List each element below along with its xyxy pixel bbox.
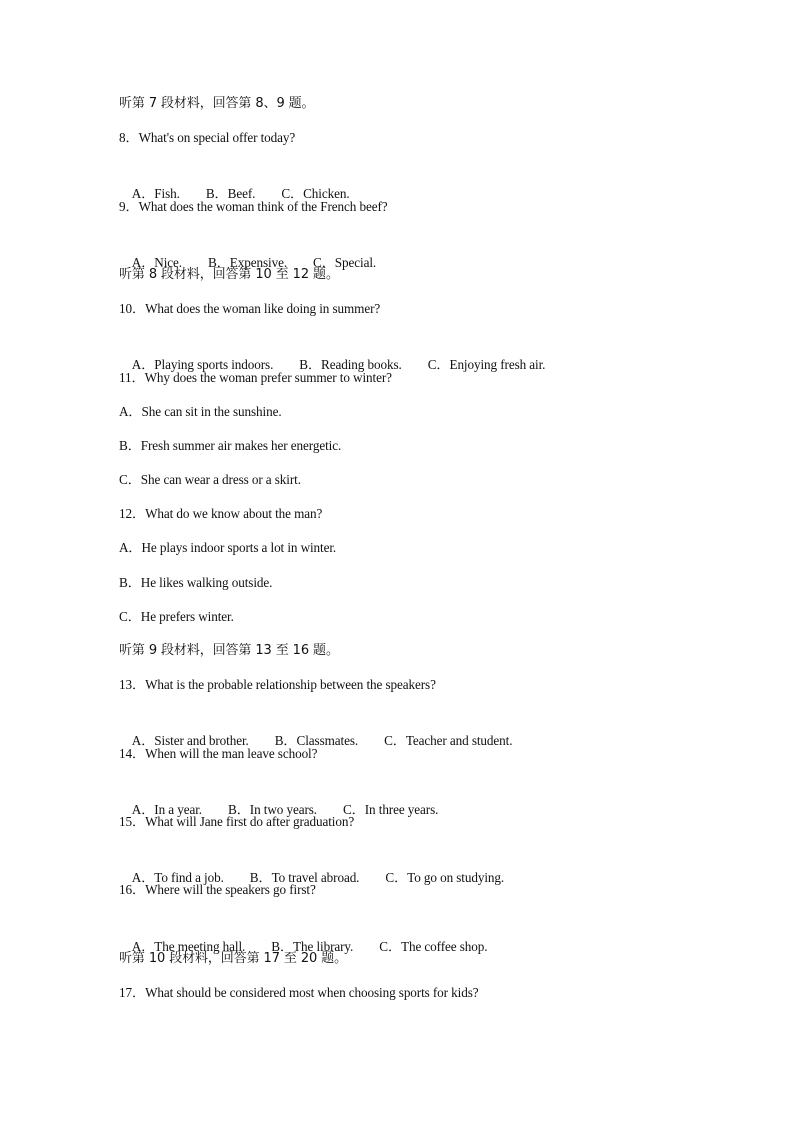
question-stem: 15．What will Jane first do after graduation? bbox=[119, 813, 355, 829]
options-row bbox=[119, 332, 739, 373]
question-stem: 11．Why does the woman prefer summer to winter? bbox=[119, 369, 392, 385]
option-b: B．In two years. bbox=[228, 801, 317, 817]
option-c: C．The coffee shop. bbox=[379, 938, 488, 954]
question-stem: 9．What does the woman think of the French beef? bbox=[119, 198, 388, 214]
option-b: B．Beef. bbox=[205, 186, 256, 202]
option-a: A．He plays indoor sports a lot in winter. bbox=[119, 540, 337, 556]
option-b: B．Fresh summer air makes her energetic. bbox=[119, 437, 342, 453]
section-header: 听第 9 段材料，回答第 13 至 16 题。 bbox=[119, 643, 339, 658]
question-stem: 16．Where will the speakers go first? bbox=[119, 882, 316, 898]
option-c: C．In three years. bbox=[342, 801, 439, 817]
option-c: C．Special. bbox=[313, 254, 377, 270]
question-stem: 13．What is the probable relationship between the speakers? bbox=[119, 677, 436, 693]
option-b: B．Reading books. bbox=[299, 357, 402, 373]
option-b: B．To travel abroad. bbox=[249, 870, 360, 886]
section-header: 听第 10 段材料，回答第 17 至 20 题。 bbox=[119, 950, 348, 966]
question-stem: 8．What's on special offer today? bbox=[119, 130, 296, 146]
option-b: B．Expensive. bbox=[208, 254, 288, 270]
option-a: A．Sister and brother. bbox=[131, 733, 249, 749]
options-row bbox=[119, 777, 739, 817]
option-c: C．Chicken. bbox=[281, 186, 350, 202]
options-row bbox=[119, 230, 739, 270]
option-c: C．He prefers winter. bbox=[119, 608, 234, 624]
option-b: B．He likes walking outside. bbox=[119, 574, 273, 590]
option-a: A．She can sit in the sunshine. bbox=[119, 403, 282, 419]
option-c: C．To go on studying. bbox=[385, 870, 505, 886]
options-row bbox=[119, 161, 739, 202]
options-row bbox=[119, 845, 739, 886]
option-a: A．In a year. bbox=[131, 801, 203, 817]
section-header: 听第 7 段材料，回答第 8、9 题。 bbox=[119, 96, 315, 111]
option-c: C．Teacher and student. bbox=[384, 733, 513, 749]
question-stem: 10．What does the woman like doing in summer? bbox=[119, 301, 381, 317]
option-c: C．Enjoying fresh air. bbox=[427, 357, 546, 373]
options-row bbox=[119, 708, 739, 749]
option-b: B．The library. bbox=[271, 938, 354, 954]
question-stem: 17．What should be considered most when choosing sports for kids? bbox=[119, 984, 479, 1000]
option-a: A．Nice. bbox=[131, 254, 182, 270]
question-stem: 12．What do we know about the man? bbox=[119, 506, 323, 522]
option-a: A．Playing sports indoors. bbox=[131, 357, 274, 373]
question-stem: 14．When will the man leave school? bbox=[119, 745, 318, 761]
option-c: C．She can wear a dress or a skirt. bbox=[119, 472, 301, 488]
option-a: A．The meeting hall. bbox=[131, 938, 246, 954]
option-a: A．To find a job. bbox=[131, 870, 224, 886]
exam-page bbox=[119, 93, 739, 1016]
option-b: B．Classmates. bbox=[274, 733, 359, 749]
option-a: A．Fish. bbox=[131, 186, 180, 202]
options-row bbox=[119, 914, 739, 954]
section-header: 听第 8 段材料，回答第 10 至 12 题。 bbox=[119, 266, 339, 282]
